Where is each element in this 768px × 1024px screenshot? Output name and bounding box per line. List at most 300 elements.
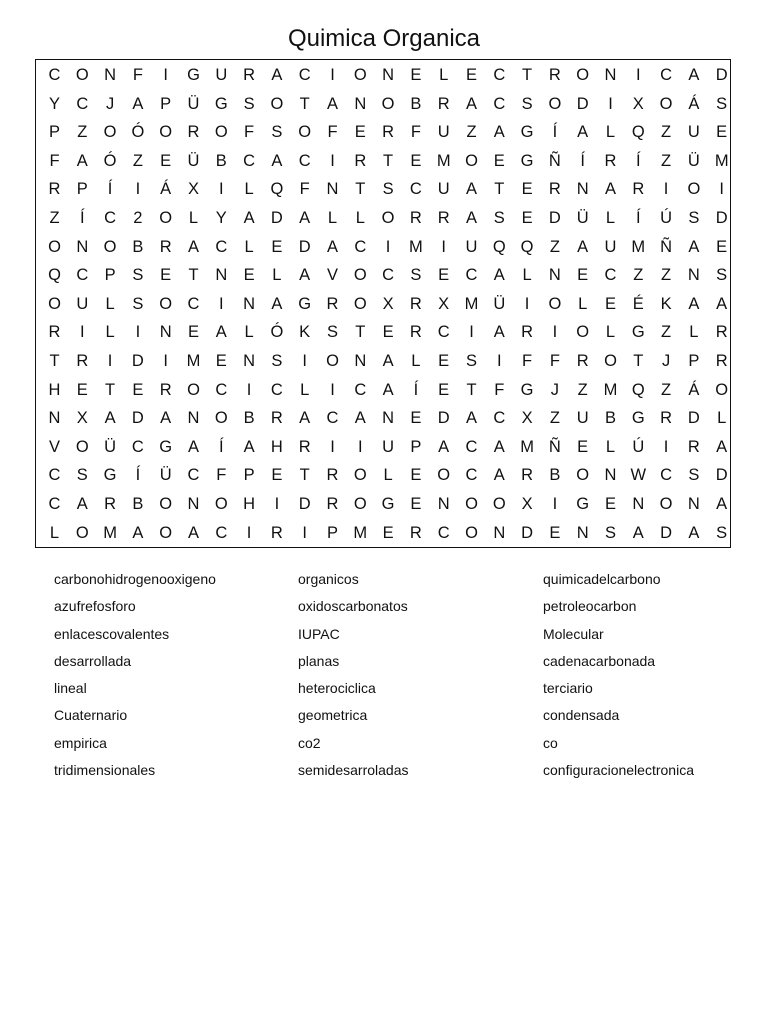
grid-cell: N xyxy=(243,352,256,370)
grid-cell: R xyxy=(409,523,422,542)
grid-cell: L xyxy=(327,209,338,227)
grid-cell: U xyxy=(687,123,700,142)
word-list-item: planas xyxy=(298,652,340,669)
grid-cell: J xyxy=(661,352,671,370)
grid-cell: A xyxy=(354,409,366,428)
grid-cell: R xyxy=(409,323,422,342)
grid-cell: E xyxy=(354,123,366,142)
word-list-item: Cuaternario xyxy=(54,707,128,724)
grid-cell: T xyxy=(49,352,60,370)
grid-cell: E xyxy=(187,323,199,342)
grid-cell: F xyxy=(244,123,255,142)
grid-cell: Z xyxy=(132,151,143,170)
grid-cell: G xyxy=(187,66,200,84)
grid-cell: O xyxy=(465,495,478,513)
grid-cell: O xyxy=(576,323,590,342)
grid-cell: T xyxy=(494,180,505,199)
grid-cell: A xyxy=(299,266,311,285)
grid-cell: I xyxy=(497,352,502,370)
grid-cell: S xyxy=(132,294,144,313)
grid-cell: O xyxy=(353,294,367,313)
grid-cell: Í xyxy=(107,180,113,199)
grid-cell: L xyxy=(522,266,532,285)
grid-cell: S xyxy=(243,94,255,113)
grid-cell: T xyxy=(299,466,310,485)
grid-cell: I xyxy=(608,94,613,113)
grid-cell: I xyxy=(524,294,530,313)
grid-cell: I xyxy=(163,66,168,84)
grid-cell: O xyxy=(75,66,89,84)
grid-cell: L xyxy=(272,266,282,285)
grid-cell: W xyxy=(630,466,647,485)
grid-cell: O xyxy=(75,523,89,542)
grid-cell: T xyxy=(299,94,310,113)
grid-cell: I xyxy=(80,323,85,342)
grid-cell: E xyxy=(604,294,616,313)
grid-cell: U xyxy=(465,237,478,256)
grid-cell: C xyxy=(437,323,450,342)
grid-cell: L xyxy=(605,123,616,142)
grid-cell: I xyxy=(219,180,224,199)
grid-cell: A xyxy=(493,437,505,456)
letter-grid xyxy=(35,59,731,548)
grid-cell: B xyxy=(132,237,144,256)
grid-cell: E xyxy=(410,495,422,513)
grid-cell: T xyxy=(633,352,644,370)
grid-cell: B xyxy=(549,466,561,485)
grid-cell: S xyxy=(493,209,505,227)
grid-cell: E xyxy=(382,523,394,542)
grid-cell: Ú xyxy=(660,209,673,227)
grid-cell: A xyxy=(688,237,700,256)
word-column-3 xyxy=(543,566,768,784)
grid-cell: Q xyxy=(631,123,645,142)
grid-cell: E xyxy=(438,266,450,285)
grid-cell: C xyxy=(604,266,617,285)
grid-cell: I xyxy=(246,523,252,542)
grid-cell: Ü xyxy=(493,294,506,313)
grid-cell: Í xyxy=(80,209,85,227)
grid-cell: X xyxy=(382,294,394,313)
grid-cell: H xyxy=(270,437,283,456)
grid-cell: M xyxy=(409,237,423,256)
grid-cell: C xyxy=(298,66,311,84)
grid-cell: F xyxy=(494,380,505,399)
grid-cell: O xyxy=(465,523,478,542)
grid-cell: N xyxy=(159,323,172,342)
grid-cell: N xyxy=(354,94,367,113)
grid-cell: D xyxy=(298,237,311,256)
word-list-item: tridimensionales xyxy=(54,762,156,779)
grid-cell: G xyxy=(520,151,534,170)
grid-cell: P xyxy=(76,180,88,199)
grid-cell: N xyxy=(104,66,117,84)
grid-cell: L xyxy=(605,437,616,456)
grid-cell: P xyxy=(160,94,172,113)
grid-cell: R xyxy=(298,437,311,456)
grid-cell: E xyxy=(160,266,172,285)
grid-cell: C xyxy=(409,180,422,199)
grid-cell: U xyxy=(604,237,617,256)
grid-cell: A xyxy=(132,523,144,542)
grid-cell: B xyxy=(215,151,227,170)
grid-cell: Q xyxy=(48,266,61,285)
grid-cell: O xyxy=(270,94,284,113)
grid-cell: A xyxy=(160,409,172,428)
grid-cell: A xyxy=(465,180,477,199)
grid-cell: N xyxy=(382,66,395,84)
word-column-2 xyxy=(298,566,528,784)
grid-cell: O xyxy=(548,94,562,113)
grid-cell: L xyxy=(383,466,393,485)
grid-cell: I xyxy=(330,380,335,399)
grid-cell: D xyxy=(715,466,728,485)
grid-cell: O xyxy=(465,151,478,170)
grid-cell: Ü xyxy=(187,151,200,170)
grid-cell: A xyxy=(493,466,505,485)
grid-cell: Í xyxy=(636,209,641,227)
grid-cell: B xyxy=(132,495,144,513)
grid-cell: O xyxy=(187,380,200,399)
grid-cell: N xyxy=(354,352,367,370)
grid-cell: D xyxy=(715,209,728,227)
grid-cell: E xyxy=(438,352,450,370)
grid-cell: L xyxy=(300,380,310,399)
grid-cell: E xyxy=(76,380,88,399)
grid-cell: M xyxy=(464,294,479,313)
grid-cell: E xyxy=(132,380,144,399)
grid-cell: M xyxy=(103,523,117,542)
grid-cell: A xyxy=(76,151,88,170)
grid-cell: C xyxy=(48,66,61,84)
word-list xyxy=(0,566,768,786)
grid-cell: I xyxy=(330,437,335,456)
grid-cell: D xyxy=(131,352,144,370)
grid-cell: A xyxy=(688,66,700,84)
grid-cell: Z xyxy=(661,380,672,399)
grid-cell: I xyxy=(469,323,474,342)
grid-cell: E xyxy=(604,495,616,513)
grid-cell: Q xyxy=(520,237,534,256)
grid-cell: O xyxy=(659,94,673,113)
grid-cell: C xyxy=(382,266,395,285)
grid-cell: R xyxy=(521,466,534,485)
grid-cell: S xyxy=(688,466,700,485)
grid-cell: M xyxy=(603,380,618,399)
word-list-item: IUPAC xyxy=(298,625,340,642)
grid-cell: F xyxy=(549,352,560,370)
grid-cell: C xyxy=(660,466,673,485)
grid-cell: Z xyxy=(549,237,560,256)
grid-cell: A xyxy=(688,294,700,313)
grid-cell: N xyxy=(576,180,589,199)
grid-cell: C xyxy=(465,466,478,485)
grid-cell: A xyxy=(493,266,505,285)
grid-cell: A xyxy=(716,294,728,313)
grid-cell: C xyxy=(660,66,673,84)
grid-cell: B xyxy=(604,409,616,428)
grid-cell: Ü xyxy=(187,94,200,113)
grid-cell: A xyxy=(465,209,477,227)
grid-cell: I xyxy=(663,437,669,456)
word-list-item: enlacescovalentes xyxy=(54,625,170,642)
grid-cell: Á xyxy=(160,180,172,199)
word-list-item: configuracionelectronica xyxy=(543,762,694,779)
grid-cell: M xyxy=(353,523,368,542)
grid-cell: C xyxy=(493,66,506,84)
grid-cell: O xyxy=(353,66,367,84)
grid-cell: R xyxy=(354,151,367,170)
word-list-item: desarrollada xyxy=(54,652,132,669)
grid-cell: O xyxy=(159,495,173,513)
word-list-item: lineal xyxy=(54,680,87,697)
grid-cell: L xyxy=(49,523,60,542)
grid-cell: A xyxy=(382,380,394,399)
grid-cell: R xyxy=(243,66,256,84)
grid-cell: U xyxy=(576,409,589,428)
grid-cell: D xyxy=(576,94,589,113)
grid-cell: P xyxy=(104,266,116,285)
grid-cell: A xyxy=(271,294,283,313)
grid-cell: F xyxy=(327,123,338,142)
grid-cell: N xyxy=(187,495,200,513)
grid-cell: I xyxy=(330,151,335,170)
grid-cell: G xyxy=(103,466,117,485)
grid-cell: O xyxy=(437,466,451,485)
grid-cell: R xyxy=(159,237,172,256)
grid-cell: O xyxy=(214,495,228,513)
grid-cell: R xyxy=(270,523,283,542)
grid-cell: T xyxy=(522,66,533,84)
grid-cell: R xyxy=(382,123,395,142)
grid-cell: S xyxy=(716,523,728,542)
grid-cell: Ü xyxy=(104,437,117,456)
grid-cell: J xyxy=(550,380,560,399)
grid-cell: L xyxy=(411,352,421,370)
grid-cell: A xyxy=(76,495,88,513)
grid-cell: S xyxy=(410,266,422,285)
grid-cell: R xyxy=(270,409,283,428)
grid-cell: D xyxy=(298,495,311,513)
grid-cell: L xyxy=(244,237,254,256)
grid-cell: S xyxy=(76,466,88,485)
grid-cell: A xyxy=(382,352,394,370)
grid-cell: O xyxy=(548,294,562,313)
grid-cell: Z xyxy=(661,151,672,170)
grid-cell: O xyxy=(48,237,61,256)
grid-cell: G xyxy=(576,495,590,513)
grid-cell: Q xyxy=(270,180,284,199)
grid-cell: C xyxy=(48,466,61,485)
grid-cell: N xyxy=(76,237,89,256)
word-list-item: petroleocarbon xyxy=(543,598,637,615)
grid-cell: S xyxy=(132,266,144,285)
grid-cell: R xyxy=(604,151,617,170)
grid-cell: R xyxy=(409,209,422,227)
grid-cell: R xyxy=(660,409,673,428)
grid-cell: I xyxy=(246,380,252,399)
grid-cell: Ü xyxy=(576,209,589,227)
grid-cell: A xyxy=(271,151,283,170)
grid-cell: O xyxy=(214,123,228,142)
grid-cell: O xyxy=(48,294,61,313)
grid-cell: L xyxy=(689,323,699,342)
grid-cell: C xyxy=(354,380,367,399)
grid-cell: P xyxy=(410,437,422,456)
word-list-item: semidesarroladas xyxy=(298,762,409,779)
grid-cell: I xyxy=(552,323,558,342)
grid-cell: N xyxy=(576,523,589,542)
grid-cell: N xyxy=(187,409,200,428)
grid-cell: S xyxy=(326,323,338,342)
grid-cell: E xyxy=(465,66,477,84)
grid-cell: C xyxy=(354,237,367,256)
grid-cell: L xyxy=(717,409,727,428)
grid-cell: E xyxy=(243,266,255,285)
grid-cell: O xyxy=(492,495,506,513)
grid-cell: I xyxy=(302,523,307,542)
grid-cell: A xyxy=(577,123,589,142)
grid-cell: A xyxy=(243,437,255,456)
grid-cell: Z xyxy=(466,123,477,142)
grid-cell: X xyxy=(438,294,450,313)
grid-cell: Í xyxy=(219,437,224,456)
grid-cell: M xyxy=(631,237,646,256)
grid-cell: A xyxy=(104,409,116,428)
grid-cell: O xyxy=(715,380,729,399)
grid-cell: Í xyxy=(580,151,585,170)
grid-cell: C xyxy=(437,523,450,542)
grid-cell: C xyxy=(187,294,200,313)
grid-cell: D xyxy=(521,523,534,542)
grid-cell: C xyxy=(326,409,339,428)
grid-cell: R xyxy=(104,495,117,513)
grid-cell: Ó xyxy=(103,151,117,170)
grid-cell: S xyxy=(688,209,700,227)
grid-cell: D xyxy=(131,409,144,428)
grid-cell: O xyxy=(353,495,367,513)
grid-cell: A xyxy=(187,523,199,542)
grid-cell: B xyxy=(243,409,255,428)
grid-cell: R xyxy=(632,180,645,199)
grid-cell: O xyxy=(298,123,312,142)
grid-cell: E xyxy=(521,209,533,227)
grid-cell: U xyxy=(437,123,450,142)
grid-cell: F xyxy=(410,123,421,142)
grid-cell: A xyxy=(132,94,144,113)
grid-cell: S xyxy=(271,123,283,142)
grid-cell: L xyxy=(605,209,616,227)
grid-cell: D xyxy=(715,66,728,84)
grid-cell: R xyxy=(548,66,561,84)
grid-cell: F xyxy=(132,66,143,84)
grid-cell: S xyxy=(521,94,533,113)
grid-cell: P xyxy=(243,466,255,485)
grid-cell: S xyxy=(604,523,616,542)
grid-cell: I xyxy=(719,180,724,199)
grid-cell: S xyxy=(716,94,728,113)
grid-cell: R xyxy=(76,352,89,370)
grid-cell: Í xyxy=(135,466,141,485)
grid-cell: Á xyxy=(688,380,700,399)
grid-cell: I xyxy=(163,352,168,370)
grid-cell: Ñ xyxy=(548,437,561,456)
grid-cell: N xyxy=(382,409,395,428)
grid-cell: U xyxy=(215,66,228,84)
grid-cell: R xyxy=(548,180,561,199)
grid-cell: A xyxy=(465,409,477,428)
grid-cell: Z xyxy=(661,266,672,285)
grid-cell: T xyxy=(188,266,199,285)
grid-cell: O xyxy=(103,237,117,256)
word-column-1 xyxy=(54,566,284,784)
grid-cell: Z xyxy=(661,123,672,142)
grid-cell: R xyxy=(48,180,61,199)
word-list-item: condensada xyxy=(543,707,620,724)
grid-cell: A xyxy=(688,523,700,542)
grid-cell: L xyxy=(244,323,254,342)
grid-cell: K xyxy=(660,294,672,313)
grid-cell: Ú xyxy=(632,437,645,456)
grid-cell: O xyxy=(604,352,617,370)
word-list-item: heterociclica xyxy=(298,680,376,697)
grid-cell: R xyxy=(437,209,450,227)
grid-cell: P xyxy=(688,352,700,370)
grid-cell: I xyxy=(358,437,363,456)
grid-cell: O xyxy=(159,294,173,313)
grid-cell: G xyxy=(520,380,534,399)
grid-cell: R xyxy=(326,466,339,485)
grid-cell: O xyxy=(659,495,673,513)
grid-cell: A xyxy=(577,237,589,256)
grid-cell: C xyxy=(215,237,228,256)
grid-cell: N xyxy=(215,266,228,285)
grid-cell: M xyxy=(436,151,451,170)
grid-cell: N xyxy=(604,66,617,84)
grid-cell: N xyxy=(493,523,506,542)
grid-cell: X xyxy=(632,94,644,113)
grid-cell: I xyxy=(107,352,113,370)
grid-cell: R xyxy=(409,294,422,313)
grid-cell: K xyxy=(299,323,311,342)
grid-cell: U xyxy=(76,294,89,313)
word-list-item: empirica xyxy=(54,734,107,751)
grid-cell: T xyxy=(466,380,477,399)
grid-cell: Z xyxy=(661,323,672,342)
grid-cell: H xyxy=(243,495,256,513)
grid-cell: 2 xyxy=(133,209,143,227)
grid-cell: E xyxy=(716,123,728,142)
grid-cell: S xyxy=(465,352,477,370)
grid-cell: N xyxy=(548,266,561,285)
grid-cell: C xyxy=(465,437,478,456)
grid-cell: A xyxy=(243,209,255,227)
grid-cell: A xyxy=(493,323,505,342)
grid-cell: O xyxy=(214,409,228,428)
grid-cell: Y xyxy=(48,94,60,113)
word-list-item: Molecular xyxy=(543,625,604,642)
grid-cell: T xyxy=(105,380,116,399)
grid-cell: B xyxy=(410,94,422,113)
grid-cell: U xyxy=(437,180,450,199)
grid-cell: E xyxy=(215,352,227,370)
grid-cell: Q xyxy=(631,380,645,399)
word-list-item: co2 xyxy=(298,734,321,751)
grid-cell: Y xyxy=(215,209,227,227)
grid-cell: L xyxy=(105,294,115,313)
grid-cell: C xyxy=(493,409,506,428)
grid-cell: Q xyxy=(492,237,506,256)
